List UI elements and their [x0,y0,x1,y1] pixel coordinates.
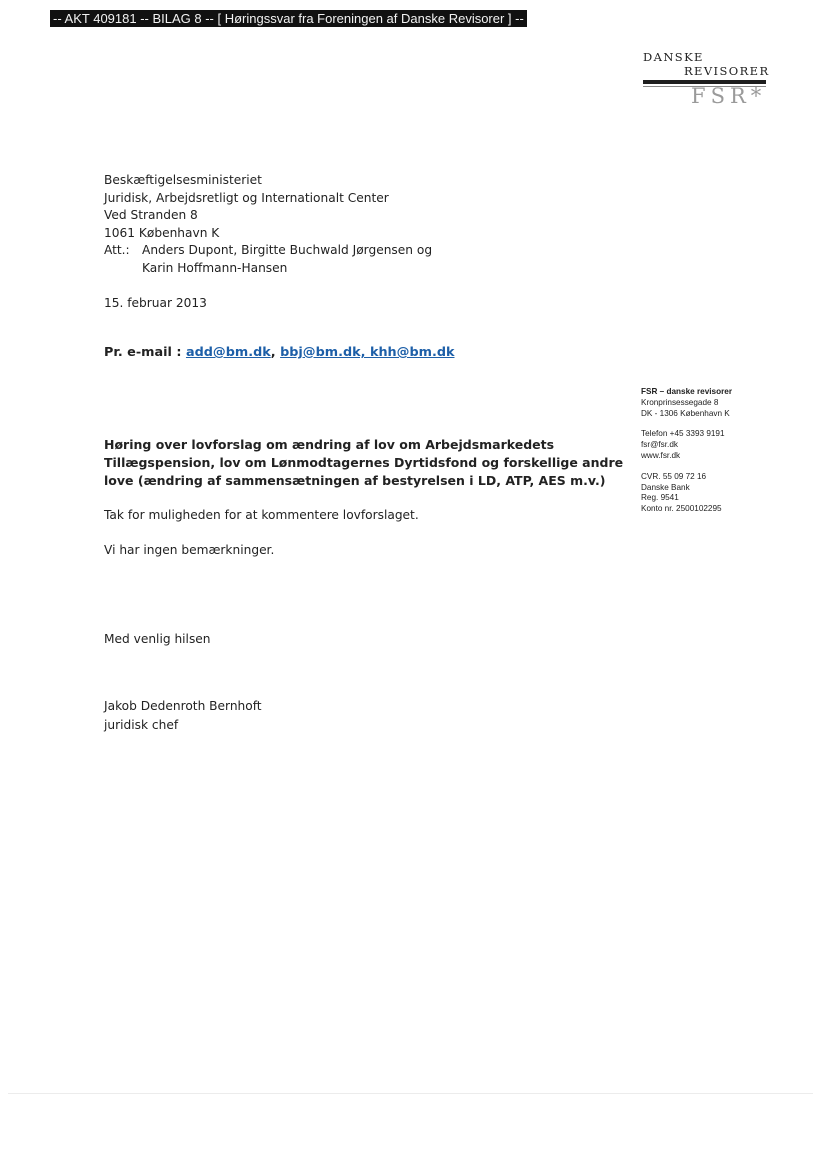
sender-phone: Telefon +45 3393 9191 [641,429,725,439]
att-line-2: Karin Hoffmann-Hansen [142,260,288,275]
email-separator: , [270,345,276,360]
recipient-city: 1061 København K [104,225,220,240]
letter-date: 15. februar 2013 [104,296,207,310]
sender-bank: Danske Bank [641,482,690,492]
letter-subject [104,436,624,491]
fsr-logo [641,50,771,112]
signature-name: Jakob Dedenroth Bernhoft [104,699,262,713]
recipient-street: Ved Stranden 8 [104,208,198,223]
recipient-org: Beskæftigelsesministeriet [104,173,262,187]
att-line-1: Anders Dupont, Birgitte Buchwald Jørgensen og [142,243,433,258]
recipient-dept: Juridisk, Arbejdsretligt og Internationalt Center [104,190,389,205]
email-label: Pr. e-mail : [104,345,182,360]
recipient-address [104,172,432,278]
document-stamp: -- AKT 409181 -- BILAG 8 -- [ Høringssvar fra Foreningen af Danske Revisorer ] -- [50,10,527,27]
body-paragraph-1: Tak for muligheden for at kommentere lovforslaget. [104,508,419,522]
logo-line-danske: DANSKE [643,50,704,64]
page-bottom-rule [8,1093,813,1094]
sender-account: Konto nr. 2500102295 [641,504,722,514]
email-line [104,345,455,360]
sender-reg: Reg. 9541 [641,493,679,503]
subject-line-2: Tillægspension, lov om Lønmodtagernes Dyrtidsfond og forskellige andre [104,455,624,471]
att-label: Att.: [104,243,130,258]
sender-street: Kronprinsessegade 8 [641,397,719,407]
sender-name: FSR – danske revisorer [641,387,733,396]
closing: Med venlig hilsen [104,632,211,646]
logo-line-revisorer: REVISORER [684,64,770,78]
sender-info [641,387,732,515]
sender-email: fsr@fsr.dk [641,440,678,450]
sender-web: www.fsr.dk [641,450,681,460]
email-link-bbj-khh[interactable]: bbj@bm.dk, khh@bm.dk [280,345,455,360]
logo-fsr-mark: FSR* [691,84,767,108]
email-link-add[interactable]: add@bm.dk [185,345,271,360]
sender-city: DK - 1306 København K [641,408,730,418]
body-paragraph-2: Vi har ingen bemærkninger. [104,543,275,557]
sender-cvr: CVR. 55 09 72 16 [641,471,707,481]
signature-title: juridisk chef [104,718,179,732]
subject-line-1: Høring over lovforslag om ændring af lov om Arbejdsmarkedets [104,437,555,452]
recipient-att [104,242,432,260]
subject-line-3: love (ændring af sammensætningen af bestyrelsen i LD, ATP, AES m.v.) [104,473,606,489]
